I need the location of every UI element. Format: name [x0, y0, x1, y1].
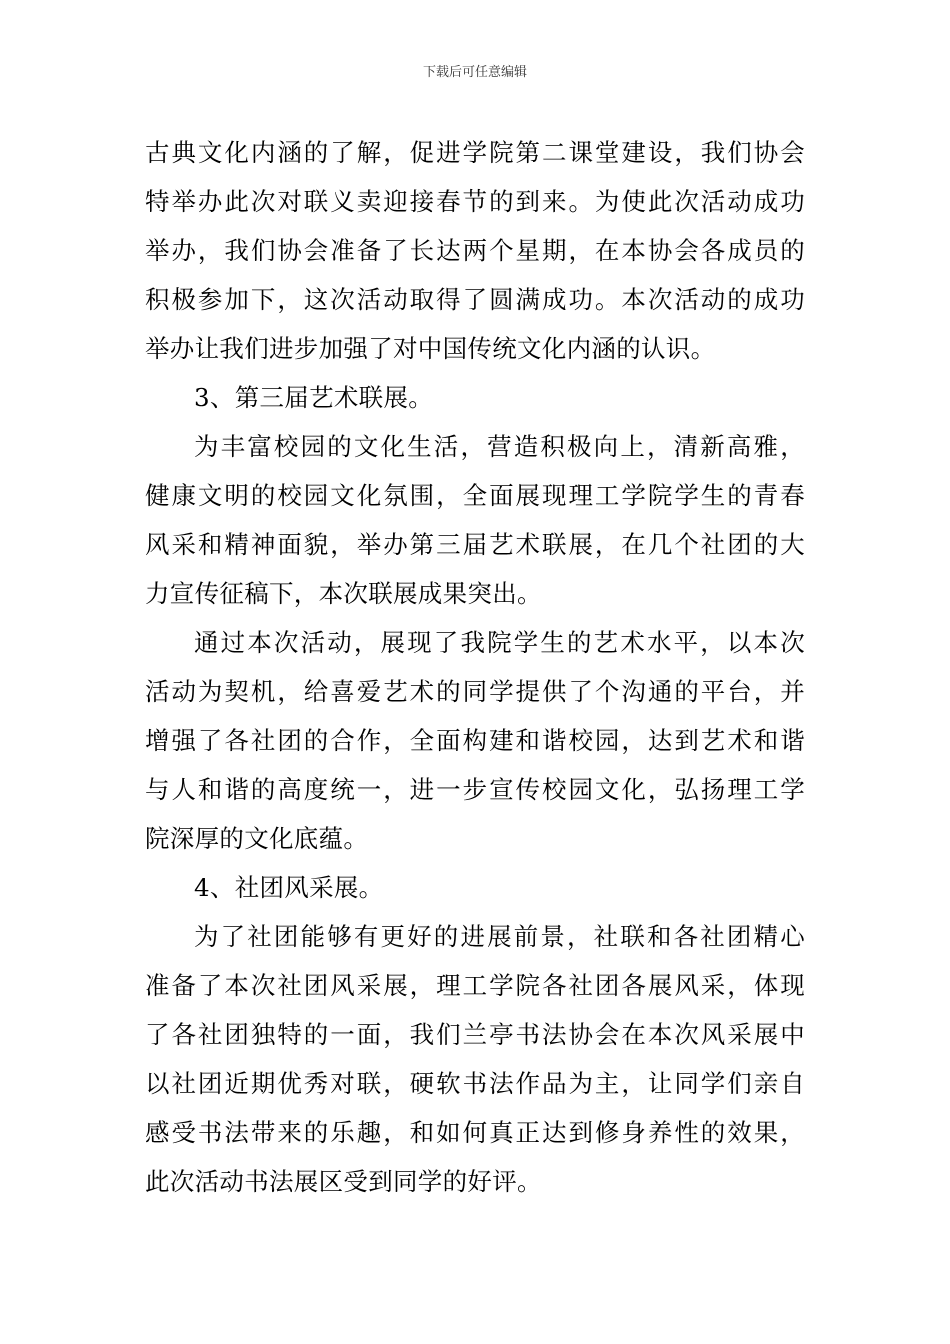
- text-line: 古典文化内涵的了解，促进学院第二课堂建设，我们协会: [145, 138, 805, 167]
- section-heading-club-showcase: [145, 863, 805, 912]
- page-header: 下载后可任意编辑: [422, 65, 527, 80]
- text-line: 此次活动书法展区受到同学的好评。: [145, 1167, 542, 1196]
- paragraph-continuation: [145, 128, 805, 373]
- text-line: 特举办此次对联义卖迎接春节的到来。为使此次活动成功: [145, 187, 805, 216]
- text-line: 以社团近期优秀对联，硬软书法作品为主，让同学们亲自: [145, 1069, 805, 1098]
- paragraph-club-showcase: [145, 912, 805, 1206]
- heading-text: 4、社团风采展。: [194, 873, 384, 902]
- text-line: 活动为契机，给喜爱艺术的同学提供了个沟通的平台，并: [145, 677, 805, 706]
- text-line: 举办，我们协会准备了长达两个星期，在本协会各成员的: [145, 236, 805, 265]
- text-line: 风采和精神面貌，举办第三届艺术联展，在几个社团的大: [145, 530, 805, 559]
- text-line: 感受书法带来的乐趣，和如何真正达到修身养性的效果，: [145, 1118, 805, 1147]
- paragraph-art-exhibition-intro: [145, 422, 805, 618]
- section-heading-art-exhibition: [145, 373, 805, 422]
- paragraph-art-exhibition-result: [145, 618, 805, 863]
- text-line: 为了社团能够有更好的进展前景，社联和各社团精心: [194, 922, 805, 951]
- text-line: 增强了各社团的合作，全面构建和谐校园，达到艺术和谐: [145, 726, 805, 755]
- text-line: 通过本次活动，展现了我院学生的艺术水平，以本次: [194, 628, 805, 657]
- text-line: 为丰富校园的文化生活，营造积极向上，清新高雅，: [194, 432, 805, 461]
- text-line: 积极参加下，这次活动取得了圆满成功。本次活动的成功: [145, 285, 805, 314]
- text-line: 了各社团独特的一面，我们兰亭书法协会在本次风采展中: [145, 1020, 805, 1049]
- document-body: [145, 128, 805, 1206]
- text-line: 举办让我们进步加强了对中国传统文化内涵的认识。: [145, 334, 716, 363]
- text-line: 院深厚的文化底蕴。: [145, 824, 369, 853]
- text-line: 健康文明的校园文化氛围，全面展现理工学院学生的青春: [145, 481, 805, 510]
- heading-text: 3、第三届艺术联展。: [194, 383, 434, 412]
- text-line: 力宣传征稿下，本次联展成果突出。: [145, 579, 542, 608]
- text-line: 与人和谐的高度统一，进一步宣传校园文化，弘扬理工学: [145, 775, 805, 804]
- text-line: 准备了本次社团风采展，理工学院各社团各展风采，体现: [145, 971, 805, 1000]
